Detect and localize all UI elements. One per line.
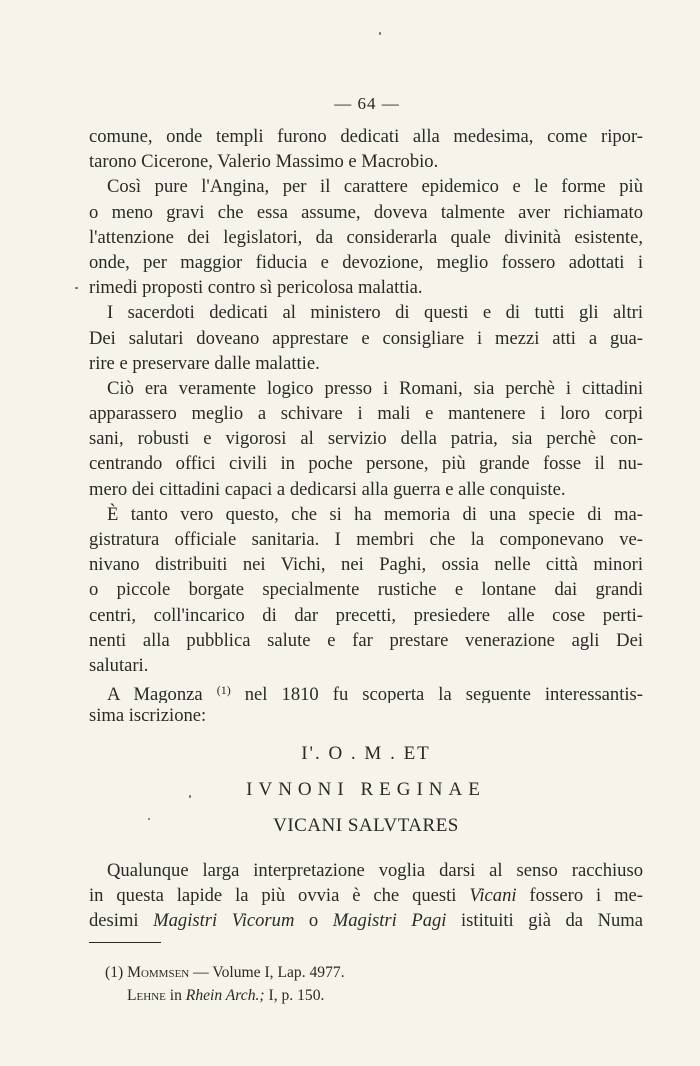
text-line: mero dei cittadini capaci a dedicarsi alla guerra e alle conquiste. [89, 478, 566, 500]
text-line: onde, per maggior fiducia e devozione, meglio fossero adottati i [89, 251, 643, 273]
latin-inscription [89, 736, 643, 844]
text-line: centri, coll'incarico di dar precetti, presiedere alle cose perti- [89, 604, 643, 626]
footnote-author: Lehne [127, 987, 166, 1004]
footnote-source: Rhein Arch.; [185, 987, 265, 1004]
text-line: rire e preservare dalle malattie. [89, 352, 320, 374]
footnote-reference: (1) [216, 683, 231, 698]
italic-term: Magistri Vicorum [153, 910, 295, 932]
text-segment: fossero i me- [516, 885, 643, 907]
footnote-divider [89, 942, 161, 943]
text-line: I sacerdoti dedicati al ministero di questi e di tutti gli altri [107, 302, 643, 324]
inscription-line: VICANI SALVTARES [273, 815, 459, 836]
italic-term: Vicani [469, 885, 517, 907]
footnote-text: — Volume I, Lap. 4977. [189, 964, 345, 981]
text-line: l'attenzione dei legislatori, da considerarla quale divinità esistente, [89, 226, 643, 248]
main-text [89, 124, 643, 729]
footnote-text: in [165, 987, 186, 1004]
paper-speck [75, 287, 78, 289]
text-line: sani, robusti e vigorosi al servizio della patria, sia perchè con- [89, 428, 643, 450]
closing-text [89, 858, 643, 934]
footnote-number: (1) [105, 964, 128, 981]
text-segment: o [294, 910, 333, 932]
text-line [89, 908, 643, 933]
page-number: — 64 — [334, 94, 400, 113]
paper-speck [189, 795, 191, 798]
text-line: rimedi proposti contro sì pericolosa malattia. [89, 277, 423, 299]
text-line: Dei salutari doveano apprestare e consigliare i mezzi atti a gua- [89, 327, 643, 349]
text-line: o piccole borgate specialmente rustiche e lontane dai grandi [89, 579, 643, 601]
footnote-line [105, 961, 345, 984]
text-line: Ciò era veramente logico presso i Romani, sia perchè i cittadini [107, 377, 643, 399]
text-line [89, 678, 643, 703]
text-line: tarono Cicerone, Valerio Massimo e Macrobio. [89, 151, 439, 173]
inscription-line: IVNONI REGINAE [246, 779, 486, 800]
inscription-line: I'. O . M . ET [301, 743, 431, 764]
footnote-line [105, 984, 345, 1007]
text-segment: in questa lapide la più ovvia è che questi [89, 885, 470, 907]
text-segment: istituiti già da Numa [446, 910, 643, 932]
text-line: È tanto vero questo, che si ha memoria di una specie di ma- [107, 503, 643, 525]
text-line [89, 883, 643, 908]
text-segment: desimi [89, 910, 154, 932]
text-line: Così pure l'Angina, per il carattere epidemico e le forme più [107, 176, 643, 198]
text-segment: nel 1810 fu scoperta la seguente interessantis- [230, 684, 643, 704]
text-line: o meno gravi che essa assume, doveva talmente aver richiamato [89, 201, 643, 223]
text-line: apparassero meglio a schivare i mali e mantenere i loro corpi [89, 403, 643, 425]
paper-speck [379, 32, 381, 35]
text-line: nenti alla pubblica salute e far prestare venerazione agli Dei [89, 629, 643, 651]
footnote-author: Mommsen [127, 964, 190, 981]
footnotes [105, 961, 345, 1007]
text-line: Qualunque larga interpretazione voglia darsi al senso racchiuso [107, 860, 643, 881]
text-line: gistratura officiale sanitaria. I membri che la componevano ve- [89, 529, 643, 550]
footnote-text: I, p. 150. [264, 987, 325, 1004]
text-segment: A Magonza [107, 684, 217, 704]
text-line: salutari. [89, 654, 149, 676]
paper-speck [148, 818, 150, 820]
italic-term: Magistri Pagi [332, 910, 447, 932]
text-line: sima iscrizione: [89, 705, 207, 727]
text-line: comune, onde templi furono dedicati alla medesima, come ripor- [89, 126, 643, 147]
text-line: nivano distribuiti nei Vichi, nei Paghi, ossia nelle città minori [89, 554, 643, 576]
text-line: centrando offici civili in poche persone, più grande fosse il nu- [89, 453, 643, 475]
